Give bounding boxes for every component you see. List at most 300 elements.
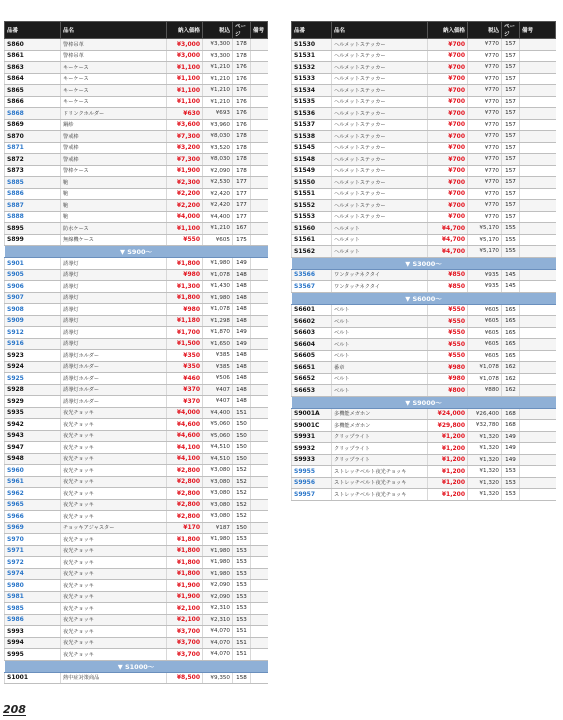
cell-name: ヘルメットステッカー xyxy=(332,142,428,154)
cell-page: 162 xyxy=(502,362,520,374)
cell-tax: ¥880 xyxy=(468,385,502,397)
cell-page: 162 xyxy=(502,373,520,385)
cell-code: S1530 xyxy=(292,39,332,51)
cell-tax: ¥770 xyxy=(468,154,502,166)
cell-note xyxy=(251,327,268,339)
cell-code: S908 xyxy=(5,304,61,316)
table-row xyxy=(292,165,556,177)
cell-price: ¥700 xyxy=(428,50,468,62)
cell-price: ¥4,100 xyxy=(167,442,203,454)
cell-price: ¥1,800 xyxy=(167,545,203,557)
table-row xyxy=(292,131,556,143)
cell-tax: ¥770 xyxy=(468,50,502,62)
cell-code: S9933 xyxy=(292,454,332,466)
cell-note xyxy=(520,431,556,443)
cell-name: 警戒棒 xyxy=(61,142,167,154)
cell-code: S1536 xyxy=(292,108,332,120)
cell-tax: ¥4,400 xyxy=(203,211,233,223)
cell-tax: ¥8,030 xyxy=(203,154,233,166)
cell-tax: ¥770 xyxy=(468,131,502,143)
table-row xyxy=(292,431,556,443)
cell-price: ¥2,100 xyxy=(167,603,203,615)
cell-note xyxy=(251,165,268,177)
cell-name: 警棒ケース xyxy=(61,165,167,177)
table-row xyxy=(292,420,556,432)
cell-code: S980 xyxy=(5,580,61,592)
cell-tax: ¥605 xyxy=(468,339,502,351)
cell-price: ¥3,600 xyxy=(167,119,203,131)
table-row xyxy=(5,591,268,603)
cell-page: 151 xyxy=(233,637,251,649)
table-row xyxy=(292,339,556,351)
cell-name: 鞄 xyxy=(61,200,167,212)
cell-code: S1534 xyxy=(292,85,332,97)
cell-tax: ¥605 xyxy=(468,327,502,339)
section-header xyxy=(292,257,556,269)
cell-price: ¥700 xyxy=(428,188,468,200)
table-row xyxy=(5,603,268,615)
cell-page: 157 xyxy=(502,211,520,223)
table-row xyxy=(5,568,268,580)
cell-price: ¥980 xyxy=(167,304,203,316)
table-row xyxy=(5,419,268,431)
cell-tax: ¥605 xyxy=(468,350,502,362)
cell-price: ¥29,800 xyxy=(428,420,468,432)
cell-note xyxy=(251,499,268,511)
cell-price: ¥2,300 xyxy=(167,177,203,189)
cell-note xyxy=(520,39,556,51)
cell-price: ¥8,500 xyxy=(167,672,203,684)
cell-note xyxy=(520,211,556,223)
header-name: 品名 xyxy=(61,22,167,39)
table-row xyxy=(292,234,556,246)
table-row xyxy=(5,338,268,350)
cell-note xyxy=(251,534,268,546)
cell-tax: ¥1,210 xyxy=(203,85,233,97)
table-row xyxy=(292,246,556,258)
cell-code: S886 xyxy=(5,188,61,200)
cell-tax: ¥1,430 xyxy=(203,281,233,293)
cell-name: ストレッチベルト夜光チョッキ xyxy=(332,489,428,501)
cell-tax: ¥3,080 xyxy=(203,476,233,488)
cell-code: S985 xyxy=(5,603,61,615)
cell-tax: ¥4,070 xyxy=(203,626,233,638)
cell-name: 夜光チョッキ xyxy=(61,453,167,465)
cell-price: ¥1,500 xyxy=(167,338,203,350)
table-row xyxy=(5,614,268,626)
cell-page: 178 xyxy=(233,131,251,143)
cell-name: ベルト xyxy=(332,385,428,397)
cell-note xyxy=(520,246,556,258)
cell-name: ストレッチベルト夜光チョッキ xyxy=(332,466,428,478)
cell-code: S916 xyxy=(5,338,61,350)
cell-page: 157 xyxy=(502,188,520,200)
cell-code: S1551 xyxy=(292,188,332,200)
header-name: 品名 xyxy=(332,22,428,39)
cell-code: S866 xyxy=(5,96,61,108)
cell-price: ¥1,900 xyxy=(167,165,203,177)
cell-note xyxy=(251,488,268,500)
section-label: ▼ S6000〜 xyxy=(292,292,556,304)
cell-page: 152 xyxy=(233,499,251,511)
cell-name: ベルト xyxy=(332,304,428,316)
cell-name: 誘導灯 xyxy=(61,292,167,304)
table-row xyxy=(292,177,556,189)
cell-code: S865 xyxy=(5,85,61,97)
cell-note xyxy=(251,396,268,408)
table-row xyxy=(5,626,268,638)
cell-tax: ¥3,080 xyxy=(203,499,233,511)
cell-price: ¥2,800 xyxy=(167,488,203,500)
cell-tax: ¥1,980 xyxy=(203,568,233,580)
table-row xyxy=(5,350,268,362)
cell-name: ヘルメット xyxy=(332,223,428,235)
cell-price: ¥1,800 xyxy=(167,557,203,569)
cell-price: ¥1,100 xyxy=(167,223,203,235)
cell-page: 153 xyxy=(502,489,520,501)
cell-code: S928 xyxy=(5,384,61,396)
cell-price: ¥550 xyxy=(428,350,468,362)
cell-note xyxy=(520,304,556,316)
cell-price: ¥4,000 xyxy=(167,211,203,223)
cell-price: ¥1,100 xyxy=(167,96,203,108)
cell-name: キーケース xyxy=(61,73,167,85)
cell-note xyxy=(251,384,268,396)
cell-page: 153 xyxy=(233,603,251,615)
cell-name: 誘導灯ホルダー xyxy=(61,350,167,362)
table-row xyxy=(5,396,268,408)
cell-code: S1550 xyxy=(292,177,332,189)
cell-page: 177 xyxy=(233,188,251,200)
cell-tax: ¥770 xyxy=(468,39,502,51)
cell-price: ¥2,100 xyxy=(167,614,203,626)
cell-page: 167 xyxy=(233,223,251,235)
table-row xyxy=(5,430,268,442)
table-row xyxy=(292,85,556,97)
cell-code: S895 xyxy=(5,223,61,235)
cell-page: 148 xyxy=(233,396,251,408)
table-row xyxy=(5,165,268,177)
cell-name: 夜光チョッキ xyxy=(61,419,167,431)
table-row xyxy=(5,580,268,592)
cell-note xyxy=(520,420,556,432)
cell-code: S969 xyxy=(5,522,61,534)
table-row xyxy=(5,211,268,223)
cell-page: 157 xyxy=(502,85,520,97)
table-row xyxy=(5,269,268,281)
cell-note xyxy=(251,442,268,454)
cell-note xyxy=(520,350,556,362)
cell-note xyxy=(520,142,556,154)
cell-tax: ¥1,980 xyxy=(203,534,233,546)
cell-name: 夜光チョッキ xyxy=(61,465,167,477)
cell-page: 157 xyxy=(502,142,520,154)
cell-tax: ¥1,298 xyxy=(203,315,233,327)
cell-code: S1561 xyxy=(292,234,332,246)
cell-code: S887 xyxy=(5,200,61,212)
cell-price: ¥1,900 xyxy=(167,580,203,592)
cell-price: ¥550 xyxy=(428,339,468,351)
cell-code: S868 xyxy=(5,108,61,120)
cell-note xyxy=(251,177,268,189)
table-row xyxy=(5,649,268,661)
cell-page: 178 xyxy=(233,165,251,177)
cell-tax: ¥5,170 xyxy=(468,223,502,235)
cell-tax: ¥3,520 xyxy=(203,142,233,154)
cell-page: 152 xyxy=(233,511,251,523)
cell-page: 176 xyxy=(233,62,251,74)
cell-page: 150 xyxy=(233,442,251,454)
cell-code: S1553 xyxy=(292,211,332,223)
cell-price: ¥4,000 xyxy=(167,407,203,419)
cell-page: 165 xyxy=(502,327,520,339)
cell-name: ヘルメットステッカー xyxy=(332,165,428,177)
cell-note xyxy=(251,465,268,477)
table-row xyxy=(5,142,268,154)
table-row xyxy=(5,154,268,166)
cell-code: S9957 xyxy=(292,489,332,501)
cell-tax: ¥935 xyxy=(468,269,502,281)
cell-code: S888 xyxy=(5,211,61,223)
cell-note xyxy=(520,234,556,246)
table-row xyxy=(292,408,556,420)
cell-name: 夜光チョッキ xyxy=(61,488,167,500)
cell-code: S905 xyxy=(5,269,61,281)
cell-name: ベルト xyxy=(332,327,428,339)
cell-price: ¥1,800 xyxy=(167,534,203,546)
cell-code: S899 xyxy=(5,234,61,246)
table-row xyxy=(5,511,268,523)
cell-note xyxy=(251,211,268,223)
cell-tax: ¥605 xyxy=(203,234,233,246)
cell-name: 誘導灯ホルダー xyxy=(61,361,167,373)
cell-code: S929 xyxy=(5,396,61,408)
cell-page: 165 xyxy=(502,304,520,316)
cell-code: S6651 xyxy=(292,362,332,374)
cell-price: ¥700 xyxy=(428,142,468,154)
cell-page: 157 xyxy=(502,177,520,189)
cell-name: ベルト xyxy=(332,339,428,351)
cell-code: S6601 xyxy=(292,304,332,316)
cell-name: クリップライト xyxy=(332,454,428,466)
cell-tax: ¥770 xyxy=(468,85,502,97)
cell-tax: ¥26,400 xyxy=(468,408,502,420)
cell-tax: ¥407 xyxy=(203,384,233,396)
cell-code: S942 xyxy=(5,419,61,431)
cell-name: キーケース xyxy=(61,62,167,74)
table-row xyxy=(5,488,268,500)
cell-price: ¥700 xyxy=(428,154,468,166)
cell-page: 153 xyxy=(233,534,251,546)
cell-page: 149 xyxy=(233,258,251,270)
cell-note xyxy=(251,154,268,166)
cell-page: 149 xyxy=(502,431,520,443)
cell-code: S9932 xyxy=(292,443,332,455)
cell-code: S3566 xyxy=(292,269,332,281)
cell-page: 152 xyxy=(233,465,251,477)
cell-page: 162 xyxy=(502,385,520,397)
cell-tax: ¥3,080 xyxy=(203,511,233,523)
header-code: 品番 xyxy=(5,22,61,39)
cell-code: S6602 xyxy=(292,316,332,328)
cell-note xyxy=(520,119,556,131)
cell-note xyxy=(251,580,268,592)
cell-name: ヘルメットステッカー xyxy=(332,154,428,166)
cell-note xyxy=(251,234,268,246)
cell-tax: ¥3,960 xyxy=(203,119,233,131)
cell-note xyxy=(251,419,268,431)
cell-price: ¥1,300 xyxy=(167,281,203,293)
cell-tax: ¥1,210 xyxy=(203,223,233,235)
cell-page: 151 xyxy=(233,649,251,661)
cell-note xyxy=(251,522,268,534)
cell-note xyxy=(251,545,268,557)
cell-page: 148 xyxy=(233,384,251,396)
table-header xyxy=(292,22,556,39)
cell-tax: ¥770 xyxy=(468,177,502,189)
cell-price: ¥1,200 xyxy=(428,477,468,489)
cell-code: S1549 xyxy=(292,165,332,177)
cell-code: S962 xyxy=(5,488,61,500)
section-label: ▼ S9000〜 xyxy=(292,396,556,408)
cell-note xyxy=(520,177,556,189)
cell-tax: ¥1,078 xyxy=(203,304,233,316)
cell-tax: ¥1,320 xyxy=(468,431,502,443)
cell-tax: ¥1,980 xyxy=(203,545,233,557)
cell-page: 153 xyxy=(233,545,251,557)
table-row xyxy=(292,73,556,85)
cell-note xyxy=(251,557,268,569)
cell-page: 150 xyxy=(233,430,251,442)
cell-price: ¥700 xyxy=(428,85,468,97)
cell-tax: ¥2,420 xyxy=(203,188,233,200)
cell-page: 178 xyxy=(233,39,251,51)
table-row xyxy=(292,489,556,501)
cell-note xyxy=(520,327,556,339)
cell-name: 鞄 xyxy=(61,177,167,189)
cell-name: ヘルメットステッカー xyxy=(332,73,428,85)
cell-page: 157 xyxy=(502,119,520,131)
cell-name: ヘルメットステッカー xyxy=(332,131,428,143)
cell-price: ¥850 xyxy=(428,269,468,281)
table-row xyxy=(5,131,268,143)
cell-code: S6652 xyxy=(292,373,332,385)
table-row xyxy=(5,85,268,97)
cell-code: S9955 xyxy=(292,466,332,478)
table-row xyxy=(292,327,556,339)
cell-note xyxy=(520,373,556,385)
cell-price: ¥2,800 xyxy=(167,499,203,511)
cell-code: S6605 xyxy=(292,350,332,362)
table-row xyxy=(292,316,556,328)
cell-code: S3567 xyxy=(292,281,332,293)
table-row xyxy=(5,327,268,339)
cell-note xyxy=(520,362,556,374)
cell-name: 夜光チョッキ xyxy=(61,511,167,523)
cell-note xyxy=(251,626,268,638)
cell-code: S965 xyxy=(5,499,61,511)
cell-page: 151 xyxy=(233,626,251,638)
cell-tax: ¥770 xyxy=(468,200,502,212)
price-table-left xyxy=(4,21,268,684)
cell-price: ¥700 xyxy=(428,62,468,74)
table-row xyxy=(5,465,268,477)
header-tax: 税込 xyxy=(203,22,233,39)
cell-price: ¥7,300 xyxy=(167,154,203,166)
cell-note xyxy=(251,269,268,281)
table-row xyxy=(5,361,268,373)
cell-code: S1533 xyxy=(292,73,332,85)
table-row xyxy=(5,315,268,327)
cell-price: ¥2,800 xyxy=(167,465,203,477)
cell-name: 夜光チョッキ xyxy=(61,649,167,661)
cell-note xyxy=(520,50,556,62)
cell-code: S9001A xyxy=(292,408,332,420)
cell-price: ¥24,000 xyxy=(428,408,468,420)
cell-code: S873 xyxy=(5,165,61,177)
header-tax: 税込 xyxy=(468,22,502,39)
cell-code: S863 xyxy=(5,62,61,74)
cell-name: 夜光チョッキ xyxy=(61,545,167,557)
cell-code: S943 xyxy=(5,430,61,442)
cell-page: 157 xyxy=(502,200,520,212)
cell-page: 157 xyxy=(502,96,520,108)
table-row xyxy=(292,188,556,200)
cell-name: 多機能メガホン xyxy=(332,420,428,432)
cell-tax: ¥3,300 xyxy=(203,50,233,62)
cell-note xyxy=(251,281,268,293)
cell-price: ¥1,100 xyxy=(167,85,203,97)
cell-name: 夜光チョッキ xyxy=(61,476,167,488)
cell-tax: ¥1,210 xyxy=(203,62,233,74)
cell-tax: ¥1,078 xyxy=(468,373,502,385)
cell-page: 177 xyxy=(233,200,251,212)
cell-note xyxy=(251,62,268,74)
cell-tax: ¥1,210 xyxy=(203,96,233,108)
cell-tax: ¥407 xyxy=(203,396,233,408)
cell-price: ¥550 xyxy=(167,234,203,246)
cell-name: 無線機ケース xyxy=(61,234,167,246)
cell-code: S9956 xyxy=(292,477,332,489)
cell-page: 165 xyxy=(502,316,520,328)
cell-code: S1545 xyxy=(292,142,332,154)
cell-tax: ¥4,070 xyxy=(203,637,233,649)
cell-price: ¥3,700 xyxy=(167,626,203,638)
cell-name: ベルト xyxy=(332,373,428,385)
cell-note xyxy=(520,188,556,200)
cell-price: ¥700 xyxy=(428,200,468,212)
cell-tax: ¥1,320 xyxy=(468,477,502,489)
table-row xyxy=(292,50,556,62)
cell-page: 157 xyxy=(502,108,520,120)
cell-note xyxy=(251,119,268,131)
cell-price: ¥1,800 xyxy=(167,258,203,270)
cell-note xyxy=(251,188,268,200)
cell-name: ヘルメットステッカー xyxy=(332,177,428,189)
cell-name: 誘導灯 xyxy=(61,338,167,350)
cell-page: 150 xyxy=(233,419,251,431)
cell-code: S994 xyxy=(5,637,61,649)
cell-name: ヘルメットステッカー xyxy=(332,62,428,74)
cell-page: 157 xyxy=(502,165,520,177)
cell-note xyxy=(520,200,556,212)
table-row xyxy=(5,672,268,684)
cell-name: ヘルメット xyxy=(332,246,428,258)
cell-note xyxy=(251,108,268,120)
cell-note xyxy=(520,269,556,281)
cell-name: チョッキアジャスター xyxy=(61,522,167,534)
cell-note xyxy=(520,466,556,478)
